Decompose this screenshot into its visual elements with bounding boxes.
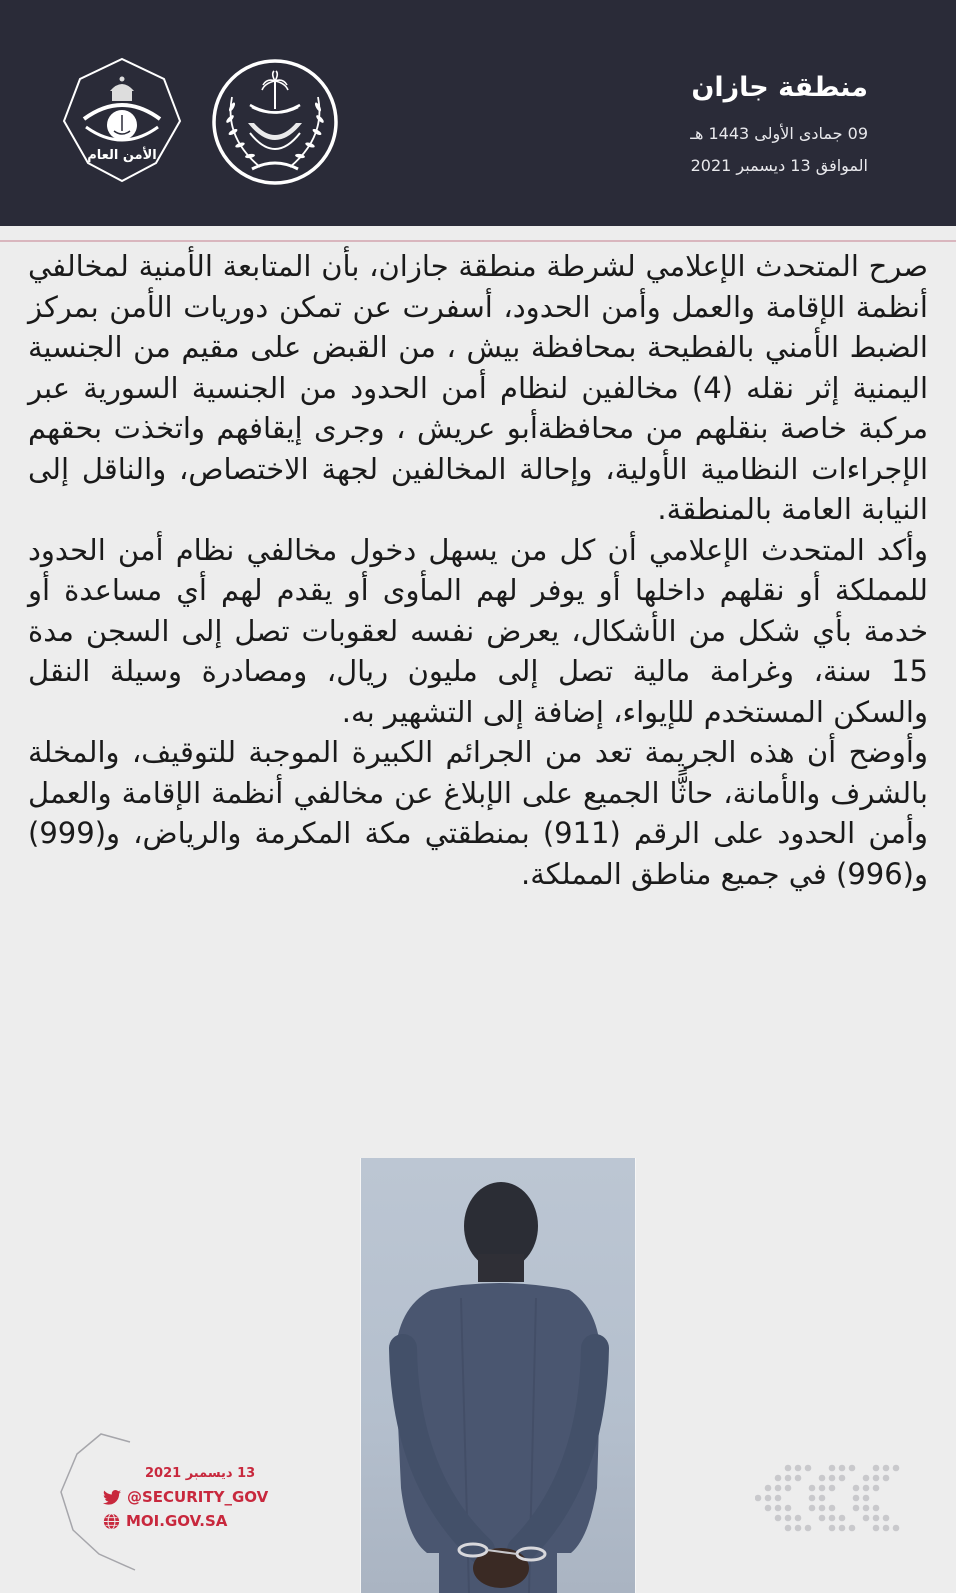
header-divider <box>0 240 956 242</box>
security-caption: الأمن العام <box>87 148 157 163</box>
website-url: MOI.GOV.SA <box>126 1512 228 1530</box>
website-link[interactable] <box>103 1512 227 1530</box>
hijri-date: 09 جمادى الأولى 1443 هـ <box>690 124 868 143</box>
twitter-link[interactable] <box>103 1488 268 1506</box>
footer-date: 13 ديسمبر 2021 <box>145 1466 256 1481</box>
header-banner <box>0 0 956 226</box>
statement-paragraph-1: صرح المتحدث الإعلامي لشرطة منطقة جازان، بأن المتابعة الأمنية لمخالفي أنظمة الإقامة والعمل وأمن الحدود، أسفرت عن تمكن دوريات الأمن بمركز الضبط الأمني بالفطيحة بمحافظة بيش ، من القبض على مقيم من الجنسية اليمنية إثر نقله (4) مخالفين لنظام أمن الحدود من الجنسية السورية عبر مركبة خاصة بنقلهم من محافظةأبو عريش ، وجرى إيقافهم واتخذت بحقهم الإجراءات النظامية الأولية، وإحالة المخالفين لجهة الاختصاص، والناقل إلى النيابة العامة بالمنطقة. <box>28 249 929 526</box>
gregorian-date: الموافق 13 ديسمبر 2021 <box>690 156 868 175</box>
suspect-photo <box>360 1158 636 1593</box>
twitter-icon <box>103 1490 121 1505</box>
public-security-shield-icon <box>60 55 185 185</box>
footer-info <box>55 1430 315 1580</box>
globe-icon <box>103 1513 120 1530</box>
statement-paragraph-2: وأكد المتحدث الإعلامي أن كل من يسهل دخول مخالفي نظام أمن الحدود للمملكة أو نقلهم داخلها أو يوفر لهم المأوى أو يقدم لهم أي مساعدة أو خدمة بأي شكل من الأشكال، يعرض نفسه لعقوبات تصل إلى السجن مدة 15 سنة، وغرامة مالية تصل إلى مليون ريال، ومصادرة وسيلة النقل والسكن المستخدم للإيواء، إضافة إلى التشهير به. <box>28 532 928 729</box>
ministry-of-interior-emblem-icon <box>210 57 340 187</box>
decorative-dots-pattern-icon <box>755 1460 915 1540</box>
region-title: منطقة جازان <box>691 72 868 103</box>
statement-paragraph-3: وأوضح أن هذه الجريمة تعد من الجرائم الكبيرة الموجبة للتوقيف، والمخلة بالشرف والأمانة، حاثًّا الجميع على الإبلاغ عن مخالفي أنظمة الإقامة والعمل وأمن الحدود على الرقم (911) بمنطقتي مكة المكرمة والرياض، و(999) و(996) في جميع مناطق المملكة. <box>28 735 928 891</box>
twitter-handle: @SECURITY_GOV <box>127 1488 269 1506</box>
statement-body <box>28 246 928 894</box>
